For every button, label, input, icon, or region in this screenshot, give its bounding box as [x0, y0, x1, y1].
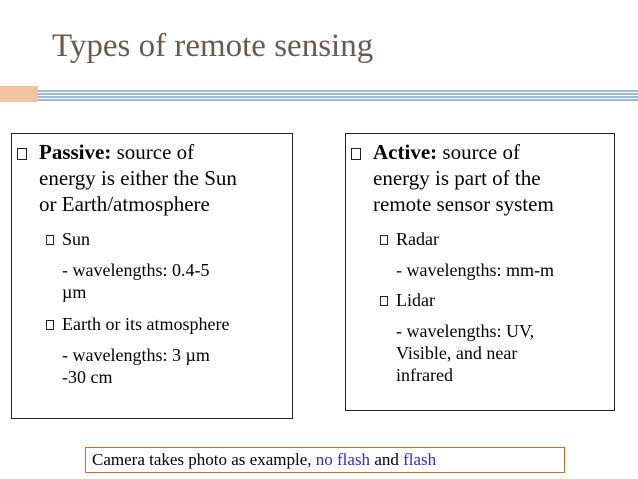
passive-item-sun-detail-1: - wavelengths: 0.4-5 [62, 260, 210, 280]
page-title: Types of remote sensing [52, 28, 374, 64]
caption-flash: flash [403, 450, 437, 469]
active-line-1 [373, 140, 520, 165]
sub-bullet-icon [46, 235, 54, 245]
passive-item-earth-detail-2: -30 cm [62, 367, 113, 387]
sub-bullet-icon [380, 235, 388, 245]
title-accent-bar [0, 86, 38, 102]
active-text-1: source of [437, 140, 520, 164]
caption-text: Camera takes photo as example, [92, 450, 316, 469]
active-item-lidar-detail-3: infrared [396, 365, 453, 385]
active-item-lidar-detail-1: - wavelengths: UV, [396, 321, 535, 341]
sub-bullet-icon [46, 320, 54, 330]
active-line-3: remote sensor system [373, 192, 554, 216]
passive-box [11, 133, 293, 419]
active-heading: Active: [373, 140, 438, 164]
active-item-radar-detail-1: - wavelengths: mm-m [396, 260, 554, 280]
passive-line-2: energy is either the Sun [39, 166, 237, 190]
passive-line-1 [39, 140, 194, 165]
sub-bullet-icon [380, 296, 388, 306]
passive-item-earth-detail-1: - wavelengths: 3 µm [62, 345, 210, 365]
active-item-lidar-detail-2: Visible, and near [396, 343, 518, 363]
passive-line-3: or Earth/atmosphere [39, 192, 210, 216]
active-item-radar: Radar [396, 229, 439, 249]
passive-item-earth: Earth or its atmosphere [62, 314, 230, 334]
active-line-2: energy is part of the [373, 166, 541, 190]
caption-no-flash: no flash [315, 450, 371, 469]
bullet-square-icon [17, 148, 27, 160]
caption-and: and [370, 450, 404, 469]
example-caption [85, 447, 565, 473]
passive-item-sun-detail-2: µm [62, 282, 87, 302]
passive-heading: Passive: [39, 140, 112, 164]
active-box [345, 133, 615, 411]
title-underline-stripes [38, 90, 638, 101]
active-item-lidar: Lidar [396, 290, 435, 310]
passive-item-sun: Sun [62, 229, 91, 249]
bullet-square-icon [351, 148, 361, 160]
passive-text-1: source of [111, 140, 195, 164]
